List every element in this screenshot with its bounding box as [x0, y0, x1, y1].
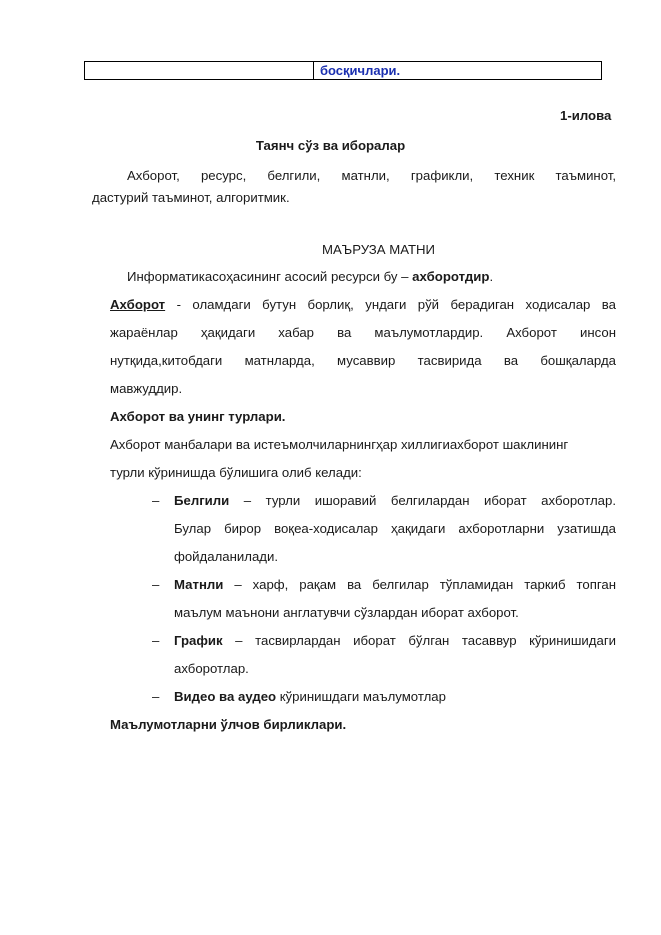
header-table [84, 61, 602, 80]
list-item-video-audio [174, 687, 446, 707]
lecture-heading: МАЪРУЗА МАТНИ [321, 242, 436, 257]
list-item-line: ахборотлар. [174, 661, 249, 676]
sources-line1: Ахборот манбалари ва истеъмолчиларнингҳар хиллигиахборот шаклининг [110, 437, 569, 452]
list-item-line: Булар бирор воқеа-ходисалар ҳақидаги ахборотларни узатишда [174, 521, 616, 536]
definition-line2: жараёнлар ҳақидаги хабар ва маълумотлардир. Ахборот инсон [110, 325, 616, 340]
intro-line [127, 267, 493, 287]
list-item-term: Матнли [174, 577, 224, 592]
sources-line2: турли кўринишда бўлишига олиб келади: [110, 465, 362, 480]
list-item-text: – тасвирлардан иборат бўлган тасаввур кўринишидаги [222, 633, 616, 648]
intro-suffix: . [489, 269, 494, 284]
list-dash: – [152, 577, 160, 592]
definition-line1 [110, 295, 616, 315]
definition-term: Ахборот [110, 297, 166, 312]
list-item-text: – харф, рақам ва белгилар тўпламидан таркиб топган [223, 577, 616, 592]
intro-prefix: Информатикасоҳасининг асосий ресурси бу – [127, 269, 413, 284]
list-item-signs [174, 491, 616, 511]
list-item-line: фойдаланилади. [174, 549, 279, 564]
key-words-line2: дастурий таъминот, алгоритмик. [92, 190, 290, 205]
definition-line4: мавжуддир. [110, 381, 183, 396]
table-cell-stages: босқичлари. [320, 63, 401, 78]
intro-bold: ахборотдир [412, 269, 490, 284]
list-item-text-type [174, 575, 616, 595]
list-item-graphic [174, 631, 616, 651]
appendix-label: 1-илова [560, 108, 612, 123]
list-item-term: Белгили [174, 493, 230, 508]
types-heading: Ахборот ва унинг турлари. [110, 409, 286, 424]
definition-text1: - оламдаги бутун борлиқ, ундаги рўй берадиган ходисалар ва [165, 297, 616, 312]
list-item-text: кўринишдаги маълумотлар [276, 689, 446, 704]
definition-line3: нутқида,китобдаги матнларда, мусаввир тасвирида ва бошқаларда [110, 353, 616, 368]
list-dash: – [152, 689, 160, 704]
list-item-term: Видео ва аудео [174, 689, 277, 704]
key-words-line1: Ахборот, ресурс, белгили, матнли, графикли, техник таъминот, [127, 168, 616, 183]
units-heading: Маълумотларни ўлчов бирликлари. [110, 717, 347, 732]
list-item-term: График [174, 633, 223, 648]
list-item-text: – турли ишоравий белгилардан иборат ахборотлар. [229, 493, 616, 508]
key-words-title: Таянч сўз ва иборалар [255, 138, 406, 153]
table-cell-empty [85, 62, 314, 79]
list-item-line: маълум маънони англатувчи сўзлардан иборат ахборот. [174, 605, 519, 620]
list-dash: – [152, 633, 160, 648]
list-dash: – [152, 493, 160, 508]
